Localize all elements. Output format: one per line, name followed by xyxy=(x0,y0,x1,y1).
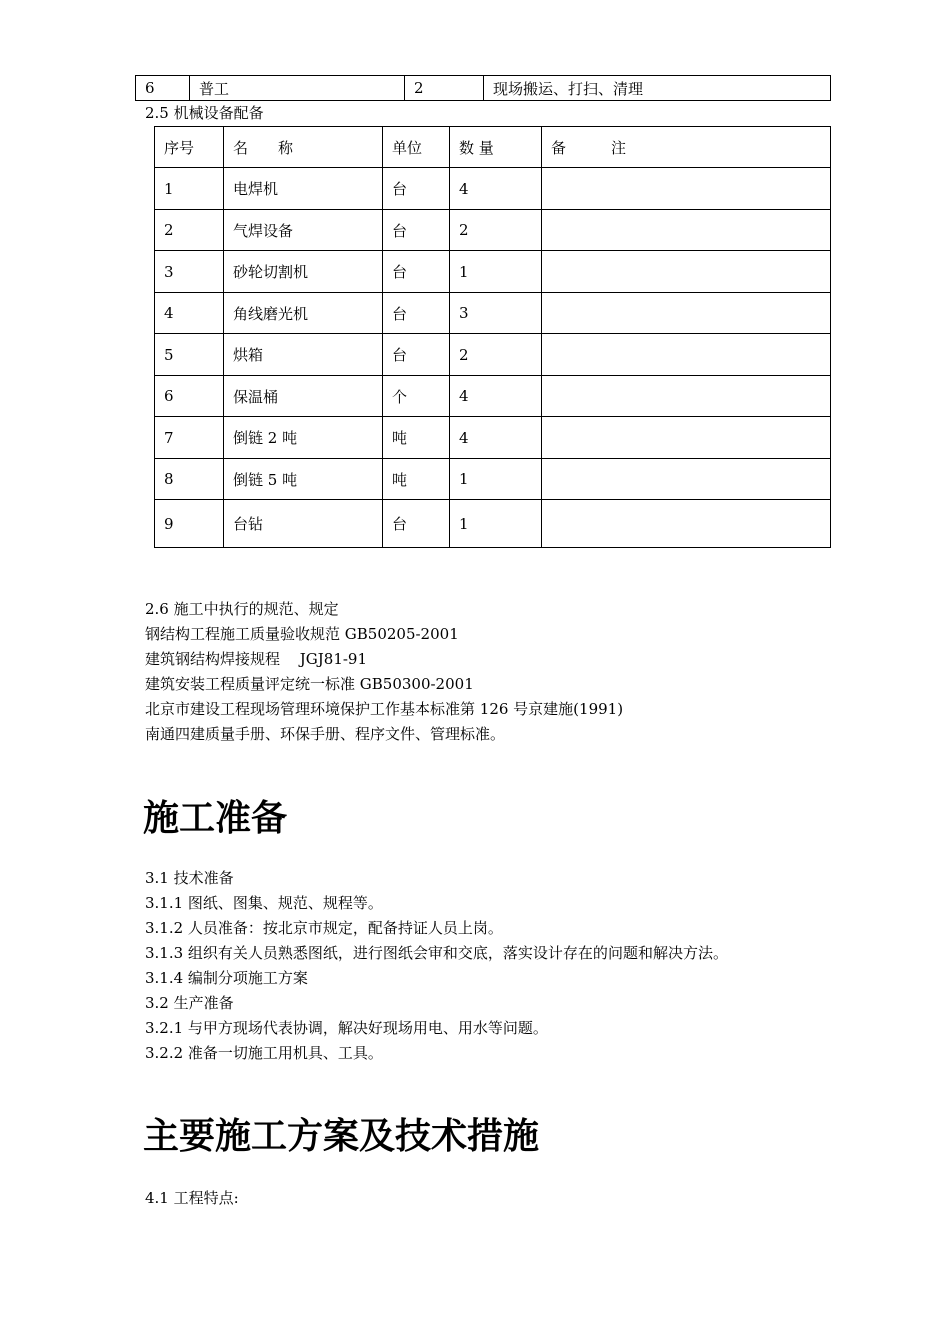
cell-unit: 台 xyxy=(383,168,450,210)
table-row xyxy=(155,417,831,459)
cell-name: 台钻 xyxy=(224,500,383,548)
cell-remark xyxy=(542,210,831,251)
cell-name: 砂轮切割机 xyxy=(224,251,383,293)
standard-line: 建筑安装工程质量评定统一标准 GB50300-2001 xyxy=(145,675,474,693)
cell-remark xyxy=(542,251,831,293)
cell-remark xyxy=(542,417,831,459)
cell-name: 倒链 2 吨 xyxy=(224,417,383,459)
cell-no: 1 xyxy=(155,168,224,210)
cell-qty: 1 xyxy=(450,500,542,548)
section-title: 4.1 工程特点: xyxy=(145,1189,239,1207)
cell-remark xyxy=(542,168,831,210)
header-name: 名 称 xyxy=(224,127,383,168)
standard-line: 钢结构工程施工质量验收规范 GB50205-2001 xyxy=(145,625,459,643)
text-line: 3.2.1 与甲方现场代表协调，解决好现场用电、用水等问题。 xyxy=(145,1019,548,1037)
cell-qty: 2 xyxy=(450,334,542,376)
cell-no: 4 xyxy=(155,293,224,334)
section-title: 2.5 机械设备配备 xyxy=(145,104,264,122)
header-unit: 单位 xyxy=(383,127,450,168)
cell-unit: 吨 xyxy=(383,417,450,459)
cell-unit: 吨 xyxy=(383,459,450,500)
cell-qty: 4 xyxy=(450,168,542,210)
table-cell: 现场搬运、打扫、清理 xyxy=(484,76,831,101)
cell-remark xyxy=(542,459,831,500)
standard-line: 北京市建设工程现场管理环境保护工作基本标准第 126 号京建施(1991) xyxy=(145,700,624,718)
section-title: 2.6 施工中执行的规范、规定 xyxy=(145,600,339,618)
cell-name: 保温桶 xyxy=(224,376,383,417)
cell-qty: 3 xyxy=(450,293,542,334)
header-qty: 数 量 xyxy=(450,127,542,168)
text-line: 3.1.2 人员准备：按北京市规定，配备持证人员上岗。 xyxy=(145,919,503,937)
cell-no: 8 xyxy=(155,459,224,500)
cell-no: 9 xyxy=(155,500,224,548)
cell-no: 2 xyxy=(155,210,224,251)
table-row xyxy=(155,293,831,334)
cell-remark xyxy=(542,293,831,334)
cell-qty: 2 xyxy=(450,210,542,251)
cell-unit: 台 xyxy=(383,293,450,334)
staff-table-fragment xyxy=(135,75,831,101)
cell-no: 7 xyxy=(155,417,224,459)
table-row xyxy=(155,376,831,417)
text-line: 3.2 生产准备 xyxy=(145,994,234,1012)
text-line: 3.1 技术准备 xyxy=(145,869,234,887)
heading-main-construction-plan: 主要施工方案及技术措施 xyxy=(143,1116,540,1157)
table-row xyxy=(155,459,831,500)
table-cell: 6 xyxy=(136,76,190,101)
text-line: 3.1.4 编制分项施工方案 xyxy=(145,969,308,987)
table-row xyxy=(155,168,831,210)
cell-no: 3 xyxy=(155,251,224,293)
table-row xyxy=(155,500,831,548)
cell-unit: 台 xyxy=(383,500,450,548)
cell-name: 角线磨光机 xyxy=(224,293,383,334)
equipment-table xyxy=(154,126,831,548)
cell-qty: 4 xyxy=(450,376,542,417)
text-line: 3.1.3 组织有关人员熟悉图纸，进行图纸会审和交底，落实设计存在的问题和解决方法。 xyxy=(145,944,728,962)
table-cell: 普工 xyxy=(190,76,405,101)
cell-unit: 台 xyxy=(383,210,450,251)
cell-unit: 个 xyxy=(383,376,450,417)
cell-name: 电焊机 xyxy=(224,168,383,210)
cell-no: 6 xyxy=(155,376,224,417)
cell-name: 烘箱 xyxy=(224,334,383,376)
table-cell: 2 xyxy=(405,76,484,101)
header-no: 序号 xyxy=(155,127,224,168)
cell-name: 气焊设备 xyxy=(224,210,383,251)
table-row xyxy=(155,210,831,251)
cell-qty: 1 xyxy=(450,459,542,500)
header-remark: 备 注 xyxy=(542,127,831,168)
standard-line: 建筑钢结构焊接规程 JGJ81-91 xyxy=(145,650,368,668)
cell-qty: 4 xyxy=(450,417,542,459)
cell-unit: 台 xyxy=(383,334,450,376)
table-row xyxy=(155,334,831,376)
cell-unit: 台 xyxy=(383,251,450,293)
cell-remark xyxy=(542,376,831,417)
cell-remark xyxy=(542,334,831,376)
cell-no: 5 xyxy=(155,334,224,376)
standard-line: 南通四建质量手册、环保手册、程序文件、管理标准。 xyxy=(145,725,506,743)
text-line: 3.1.1 图纸、图集、规范、规程等。 xyxy=(145,894,383,912)
text-line: 3.2.2 准备一切施工用机具、工具。 xyxy=(145,1044,383,1062)
table-header-row xyxy=(155,127,831,168)
table-row xyxy=(155,251,831,293)
cell-qty: 1 xyxy=(450,251,542,293)
cell-name: 倒链 5 吨 xyxy=(224,459,383,500)
heading-construction-preparation: 施工准备 xyxy=(143,798,288,839)
cell-remark xyxy=(542,500,831,548)
table-row xyxy=(136,76,831,101)
